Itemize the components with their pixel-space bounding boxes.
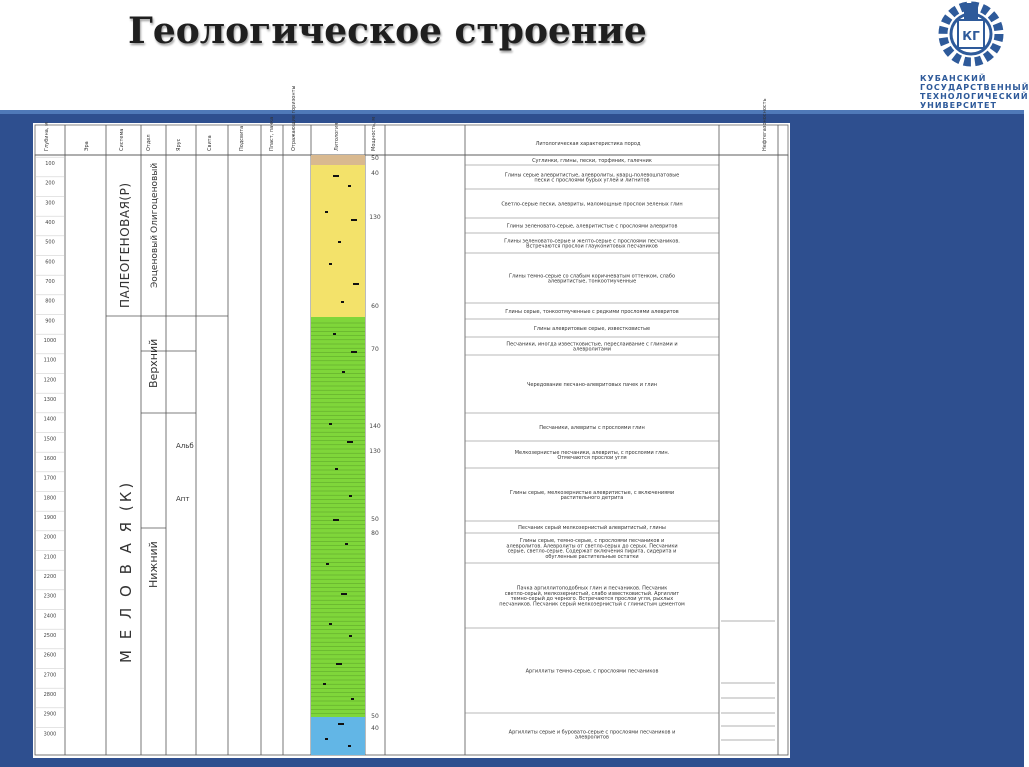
depth-tick-label: 1600 bbox=[43, 456, 57, 462]
header-description: Литологическая характеристика пород bbox=[535, 141, 641, 147]
depth-tick-label: 600 bbox=[45, 259, 55, 266]
depth-scale bbox=[35, 157, 65, 737]
depth-tick-label: 1900 bbox=[43, 515, 57, 521]
header-series: Отдел bbox=[146, 134, 152, 151]
header-system: Система bbox=[119, 128, 125, 151]
header-suite: Свита bbox=[207, 135, 213, 151]
depth-tick-label: 400 bbox=[45, 220, 55, 226]
thickness-label: 60 bbox=[371, 303, 379, 310]
description-text: Глины серые, тонкоотмученные с редкими прослоями алевритов bbox=[505, 309, 679, 315]
depth-tick-label: 3000 bbox=[43, 731, 57, 738]
description-text: Пачка аргиллитоподобных глин и песчаников. Песчаник светло-серый, мелкозернистый, слабо известковистый. Аргиллит темно-серый до черного. Встречаются прослои угля, рыхлых песчаников. Песчаник серый мелкозернистый с глинистым цементом bbox=[499, 585, 685, 608]
depth-tick-label: 2900 bbox=[43, 711, 57, 718]
thickness-label: 50 bbox=[371, 155, 379, 162]
depth-tick-label: 2700 bbox=[43, 672, 57, 679]
depth-tick-label: 700 bbox=[45, 279, 55, 285]
thickness-label: 40 bbox=[371, 725, 379, 732]
depth-tick-label: 2100 bbox=[43, 554, 57, 561]
logo-line: КУБАНСКИЙ bbox=[920, 74, 987, 83]
description-text: Глины темно-серые со слабым коричневатым оттенком, слабо алевритистые, тонкоотмученные bbox=[508, 273, 676, 285]
lithology-basement bbox=[311, 717, 365, 755]
header-oil-gas: Нефтегазоносность bbox=[762, 98, 768, 151]
thickness-label: 80 bbox=[371, 530, 379, 537]
depth-tick-label: 2500 bbox=[43, 633, 57, 639]
depth-tick-label: 1200 bbox=[43, 377, 57, 384]
gear-emblem-icon bbox=[918, 0, 1024, 72]
description-text: Песчаники, алевриты с прослоями глин bbox=[539, 425, 645, 431]
depth-tick-label: 900 bbox=[45, 318, 55, 325]
logo-line: ТЕХНОЛОГИЧЕСКИЙ bbox=[920, 92, 1029, 101]
header-depth: Глубина, м bbox=[44, 122, 50, 151]
thickness-labels bbox=[369, 155, 381, 732]
stratigraphic-column-drawing bbox=[33, 85, 790, 758]
depth-tick-label: 300 bbox=[45, 200, 55, 207]
description-text: Чередование песчано-алевритовых пачек и глин bbox=[527, 382, 657, 388]
header-era: Эра bbox=[84, 141, 90, 151]
logo-caption bbox=[920, 74, 1029, 110]
thickness-label: 50 bbox=[371, 713, 379, 720]
system-paleogene-label: ПАЛЕОГЕНОВАЯ(Р) bbox=[118, 182, 132, 308]
stage-alb-label: Альб bbox=[176, 442, 194, 450]
depth-tick-label: 2000 bbox=[43, 534, 57, 541]
description-text: Глины зеленовато-серые и желто-серые с прослоями песчаников. Встречаются прослои глауконитовых песчаников bbox=[504, 238, 680, 250]
description-text: Глины зеленовато-серые, алевритистые с прослоями алевритов bbox=[506, 223, 678, 230]
depth-tick-label: 1700 bbox=[43, 475, 57, 482]
header-subsuite: Подсвита bbox=[239, 125, 245, 151]
slide-title: Геологическое строение bbox=[128, 10, 647, 52]
thickness-label: 140 bbox=[369, 423, 381, 430]
thickness-label: 70 bbox=[371, 346, 379, 353]
depth-tick-label: 2300 bbox=[43, 593, 57, 600]
description-text: Глины серые, темно-серые, с прослоями песчаников и алевролитов. Алевролиты от светло-серых до серых. Песчаники серые, светло-серые. Содержат включения пирита, сидерита и обугленные растительные остатки bbox=[506, 537, 678, 561]
series-upper-label: Верхний bbox=[147, 338, 160, 388]
description-text: Песчаники, иногда известковистые, переслаивание с глинами и алевролитами bbox=[506, 341, 678, 353]
description-rows bbox=[465, 158, 719, 755]
description-text: Песчаник серый мелкозернистый алевритистый, глины bbox=[518, 525, 666, 531]
description-text: Глины алевритовые серые, известковистые bbox=[533, 326, 651, 332]
depth-tick-label: 2600 bbox=[43, 652, 57, 659]
lithology-quaternary bbox=[311, 155, 365, 165]
thickness-label: 130 bbox=[369, 448, 381, 455]
depth-tick-label: 1800 bbox=[43, 495, 57, 502]
depth-tick-label: 2800 bbox=[43, 692, 57, 698]
depth-tick-label: 100 bbox=[45, 161, 55, 167]
lithology-column bbox=[311, 155, 365, 755]
depth-tick-label: 1000 bbox=[43, 338, 57, 344]
stratigraphic-column-sheet bbox=[33, 85, 790, 758]
description-text: Мелкозернистые песчаники, алевриты, с прослоями глин. Отмечаются прослои угля bbox=[514, 449, 670, 462]
thickness-label: 50 bbox=[371, 516, 379, 523]
stage-apt-label: Апт bbox=[176, 495, 190, 503]
depth-tick-label: 800 bbox=[45, 298, 55, 305]
depth-tick-label: 2200 bbox=[43, 574, 57, 580]
depth-tick-label: 1400 bbox=[43, 416, 57, 423]
logo-line: ГОСУДАРСТВЕННЫЙ bbox=[920, 83, 1029, 92]
depth-tick-label: 2400 bbox=[43, 613, 57, 620]
series-eocene-label: Эоценовый bbox=[150, 234, 160, 288]
series-lower-label: Нижний bbox=[147, 541, 160, 588]
logo-line: УНИВЕРСИТЕТ bbox=[920, 101, 997, 110]
header-lithology: Литология bbox=[334, 122, 340, 151]
lithology-cretaceous bbox=[311, 317, 365, 717]
description-text: Суглинки, глины, пески, торфяник, галечник bbox=[532, 158, 652, 164]
header-stage: Ярус bbox=[176, 138, 182, 151]
depth-tick-label: 200 bbox=[45, 180, 55, 187]
thickness-label: 40 bbox=[371, 170, 379, 177]
depth-tick-label: 1500 bbox=[43, 436, 57, 443]
description-text: Светло-серые пески, алевриты, маломощные прослои зеленых глин bbox=[501, 201, 683, 208]
depth-tick-label: 1100 bbox=[43, 357, 57, 364]
series-oligocene-label: Олигоценовый bbox=[150, 162, 160, 233]
oil-gas-marks bbox=[721, 621, 775, 740]
description-text: Аргиллиты темно-серые, с прослоями песчаников bbox=[525, 668, 659, 675]
depth-tick-label: 1300 bbox=[43, 397, 57, 403]
thickness-label: 130 bbox=[369, 214, 381, 221]
description-text: Аргиллиты серые и буровато-серые с прослоями песчаников и алевролитов bbox=[508, 729, 676, 741]
depth-tick-label: 500 bbox=[45, 239, 55, 246]
description-text: Глины серые, мелкозернистые алевритистые, с включениями растительного детрита bbox=[509, 489, 675, 502]
description-text: Глины серые алевритистые, алевролиты, кварц-полевошпатовые пески с прослоями бурых углей и лигнитов bbox=[504, 172, 680, 184]
system-cretaceous-label: М Е Л О В А Я (К) bbox=[117, 479, 135, 663]
logo-badge: КГ bbox=[962, 29, 980, 43]
header-thickness: Мощность, м bbox=[371, 117, 377, 151]
header-horizons: Отражающие горизонты bbox=[291, 85, 297, 151]
header-bed: Пласт, пачка bbox=[269, 116, 275, 151]
